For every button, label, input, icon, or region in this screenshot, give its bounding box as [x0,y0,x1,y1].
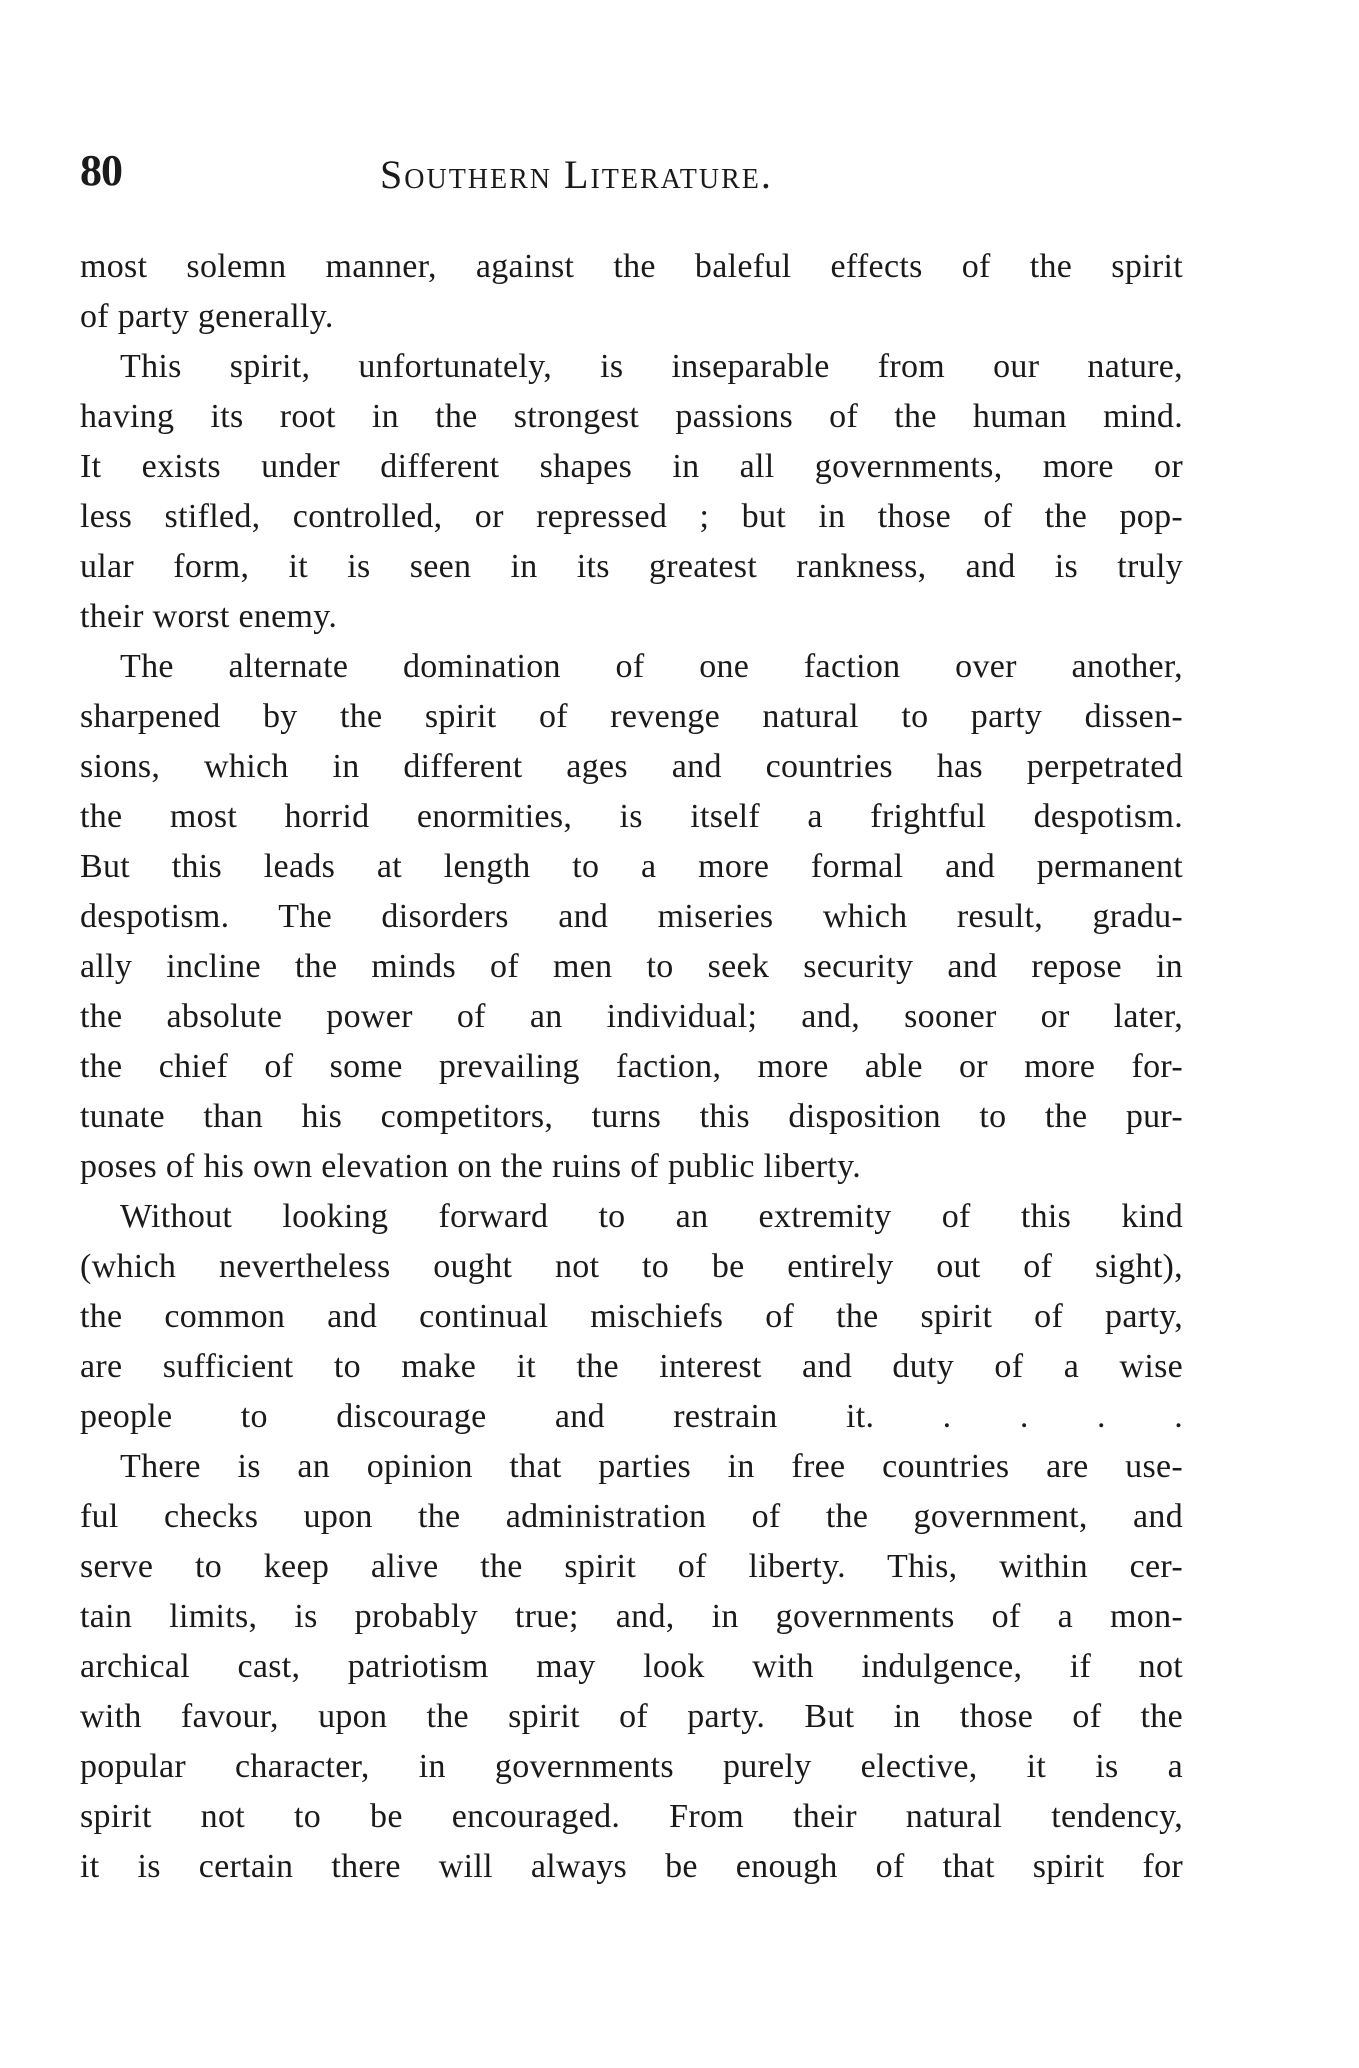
text-line: despotism. The disorders and miseries which result, gradu- [80,898,1183,935]
text-line: archical cast, patriotism may look with indulgence, if not [80,1648,1183,1685]
page-header [80,145,1180,205]
text-line: the most horrid enormities, is itself a frightful despotism. [80,798,1183,835]
text-line: most solemn manner, against the baleful effects of the spirit [80,248,1183,285]
text-line: having its root in the strongest passions of the human mind. [80,398,1183,435]
page-number: 80 [80,146,122,195]
text-line: This spirit, unfortunately, is inseparable from our nature, [120,348,1183,385]
text-line: the chief of some prevailing faction, more able or more for- [80,1048,1183,1085]
text-line: the common and continual mischiefs of the spirit of party, [80,1298,1183,1335]
text-line: Without looking forward to an extremity of this kind [120,1198,1183,1235]
text-line: people to discourage and restrain it. . . . . [80,1398,1183,1435]
text-line: ular form, it is seen in its greatest rankness, and is truly [80,548,1183,585]
body-text [80,242,1183,1962]
text-line: popular character, in governments purely elective, it is a [80,1748,1183,1785]
text-line: serve to keep alive the spirit of liberty. This, within cer- [80,1548,1183,1585]
text-line: There is an opinion that parties in free countries are use- [120,1448,1183,1485]
text-line: the absolute power of an individual; and, sooner or later, [80,998,1183,1035]
text-line: with favour, upon the spirit of party. But in those of the [80,1698,1183,1735]
text-line: ful checks upon the administration of the government, and [80,1498,1183,1535]
text-line: sions, which in different ages and countries has perpetrated [80,748,1183,785]
text-line: (which nevertheless ought not to be entirely out of sight), [80,1248,1183,1285]
text-line: But this leads at length to a more formal and permanent [80,848,1183,885]
text-line: are sufficient to make it the interest and duty of a wise [80,1348,1183,1385]
text-line: tain limits, is probably true; and, in governments of a mon- [80,1598,1183,1635]
text-line: poses of his own elevation on the ruins of public liberty. [80,1148,862,1185]
text-line: spirit not to be encouraged. From their natural tendency, [80,1798,1183,1835]
text-line: sharpened by the spirit of revenge natural to party dissen- [80,698,1183,735]
text-line: tunate than his competitors, turns this disposition to the pur- [80,1098,1183,1135]
text-line: of party generally. [80,298,334,335]
text-line: The alternate domination of one faction over another, [120,648,1183,685]
running-head: Southern Literature. [380,152,773,197]
text-line: ally incline the minds of men to seek security and repose in [80,948,1183,985]
text-line: It exists under different shapes in all governments, more or [80,448,1183,485]
text-line: their worst enemy. [80,598,338,635]
text-line: less stifled, controlled, or repressed ; but in those of the pop- [80,498,1183,535]
text-line: it is certain there will always be enough of that spirit for [80,1848,1183,1885]
